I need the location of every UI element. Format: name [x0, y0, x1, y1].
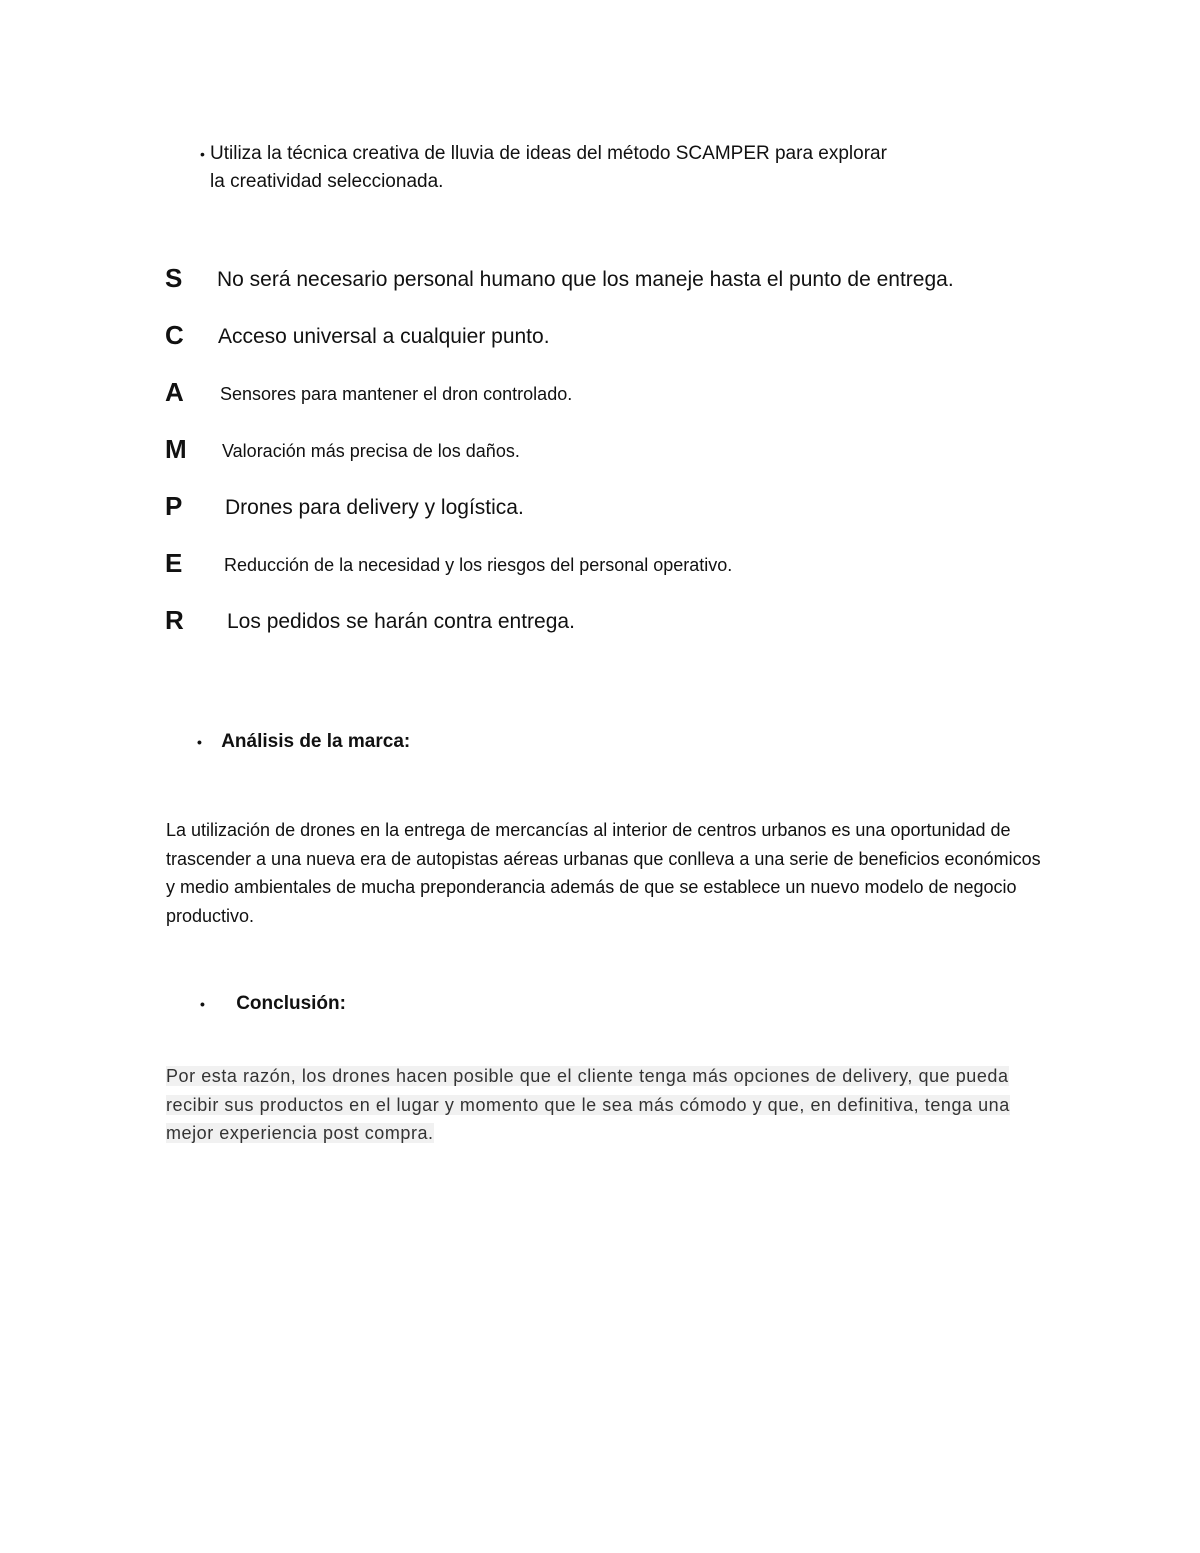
- heading-label: Análisis de la marca:: [221, 731, 411, 753]
- scamper-letter: R: [165, 605, 184, 635]
- scamper-letter: P: [165, 491, 183, 521]
- scamper-row-e: [165, 543, 1065, 600]
- analisis-paragraph: La utilización de drones en la entrega de mercancías al interior de centros urbanos es una oportunidad de trascender a una nueva era de autopistas aéreas urbanas que conlleva a una serie de beneficios económicos y medio ambientales de mucha preponderancia además de que se establece un nuevo modelo de negocio productivo.: [166, 820, 1041, 926]
- scamper-text: Sensores para mantener el dron controlado.: [220, 384, 573, 404]
- scamper-row-a: [165, 372, 1065, 429]
- section-heading-conclusion: [200, 990, 346, 1018]
- scamper-letter: E: [165, 548, 183, 578]
- intro-text: Utiliza la técnica creativa de lluvia de ideas del método SCAMPER para explorar la creatividad seleccionada.: [210, 143, 887, 192]
- intro-bullet-item: [200, 140, 900, 196]
- bullet-icon: •: [197, 734, 202, 750]
- scamper-row-s: [165, 258, 1065, 315]
- scamper-text: Acceso universal a cualquier punto.: [218, 325, 550, 348]
- scamper-text: Valoración más precisa de los daños.: [222, 441, 520, 461]
- scamper-row-p: [165, 486, 1065, 543]
- heading-label: Conclusión:: [236, 993, 346, 1015]
- scamper-text: Reducción de la necesidad y los riesgos del personal operativo.: [224, 555, 733, 575]
- scamper-text: Drones para delivery y logística.: [225, 496, 524, 519]
- bullet-icon: •: [200, 146, 205, 162]
- scamper-letter: S: [165, 263, 183, 293]
- scamper-letter: C: [165, 320, 184, 350]
- scamper-list: [165, 258, 1065, 657]
- scamper-letter: M: [165, 434, 187, 464]
- scamper-row-r: [165, 600, 1065, 657]
- scamper-row-c: [165, 315, 1065, 372]
- scamper-text: Los pedidos se harán contra entrega.: [227, 610, 575, 633]
- conclusion-paragraph: [166, 1062, 1016, 1148]
- scamper-letter: A: [165, 377, 184, 407]
- bullet-icon: •: [200, 996, 205, 1012]
- conclusion-text: Por esta razón, los drones hacen posible que el cliente tenga más opciones de delivery, que pueda recibir sus productos en el lugar y momento que le sea más cómodo y que, en definitiva, tenga una mejor experiencia post compra.: [166, 1066, 1010, 1143]
- section-heading-analisis: [197, 728, 410, 756]
- scamper-text: No será necesario personal humano que los maneje hasta el punto de entrega.: [217, 268, 954, 291]
- scamper-row-m: [165, 429, 1065, 486]
